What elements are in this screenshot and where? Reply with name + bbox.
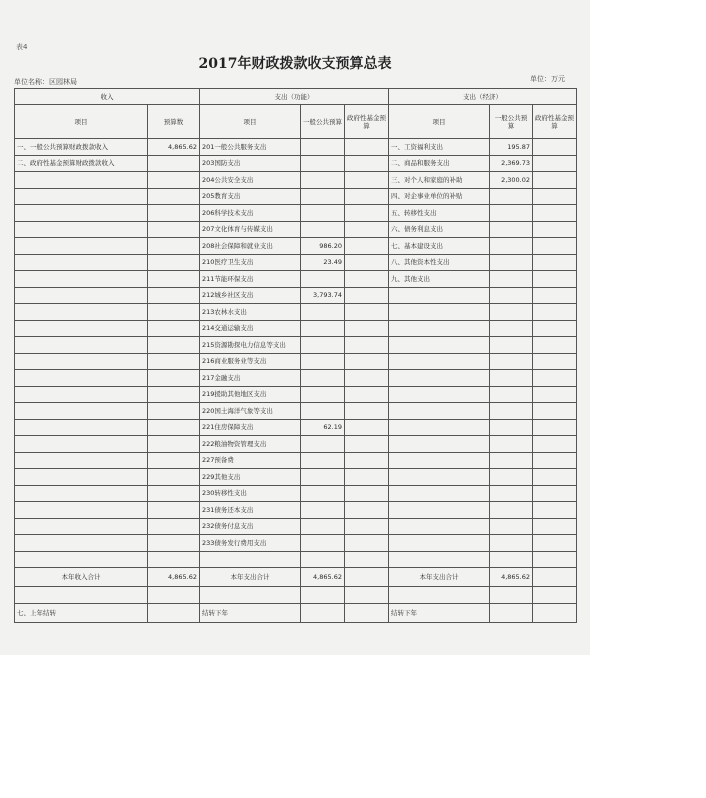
income-amount [148,452,200,469]
func-general-amount: 3,793.74 [301,287,345,304]
income-amount [148,386,200,403]
income-amount [148,205,200,222]
func-fund-amount [345,320,389,337]
econ-group-header: 支出（经济） [389,89,577,105]
func-item: 216商业服务业等支出 [200,353,301,370]
table-row [15,403,577,420]
income-amount [148,518,200,535]
econ-fund-amount [533,221,577,238]
table-row [15,485,577,502]
func-general-amount [301,188,345,205]
func-item: 212城乡社区支出 [200,287,301,304]
income-amount [148,271,200,288]
func-item [200,551,301,568]
func-fund-amount [345,205,389,222]
table-row [15,353,577,370]
income-item [15,221,148,238]
econ-item [389,452,490,469]
func-fund-amount [345,254,389,271]
econ-general-amount [490,469,533,486]
func-general-amount [301,221,345,238]
income-amount [148,551,200,568]
func-fund-amount [345,155,389,172]
econ-general-amount [490,188,533,205]
income-item [15,436,148,453]
econ-general-amount [490,436,533,453]
econ-fund-amount [533,370,577,387]
carry-func-label: 结转下年 [200,603,301,622]
econ-item [389,469,490,486]
income-group-header: 收入 [15,89,200,105]
econ-general-amount [490,205,533,222]
income-amount [148,370,200,387]
econ-general-amount [490,271,533,288]
table-row [15,205,577,222]
func-fund-amount [345,353,389,370]
econ-general-amount [490,518,533,535]
econ-item: 二、商品和服务支出 [389,155,490,172]
table-row [15,320,577,337]
func-item: 231债务还本支出 [200,502,301,519]
func-item: 222粮油物资管理支出 [200,436,301,453]
econ-fund-amount [533,172,577,189]
econ-fund-amount [533,155,577,172]
income-total-amount: 4,865.62 [148,568,200,587]
econ-fund-amount [533,469,577,486]
income-amount: 4,865.62 [148,139,200,156]
table-row [15,535,577,552]
econ-item: 三、对个人和家庭的补助 [389,172,490,189]
func-fund-amount [345,518,389,535]
econ-general-amount [490,320,533,337]
econ-general-amount [490,502,533,519]
func-item: 221住房保障支出 [200,419,301,436]
carry-row [15,603,577,622]
econ-item [389,419,490,436]
econ-fund-amount [533,353,577,370]
econ-item [389,551,490,568]
table-row [15,287,577,304]
func-general-amount [301,370,345,387]
table-row [15,469,577,486]
func-item: 233债务发行费用支出 [200,535,301,552]
func-general-amount [301,485,345,502]
income-amount [148,221,200,238]
income-amount [148,238,200,255]
col-econ-general: 一般公共预算 [490,105,533,139]
func-fund-amount [345,287,389,304]
econ-fund-amount [533,386,577,403]
col-econ-item: 项目 [389,105,490,139]
income-item [15,535,148,552]
func-fund-amount [345,221,389,238]
income-item [15,304,148,321]
income-item [15,386,148,403]
func-item: 217金融支出 [200,370,301,387]
econ-item: 一、工资福利支出 [389,139,490,156]
col-fund-budget: 政府性基金预算 [345,105,389,139]
econ-general-amount [490,419,533,436]
func-general-amount [301,320,345,337]
econ-general-amount: 2,369.73 [490,155,533,172]
econ-item [389,304,490,321]
func-general-amount [301,518,345,535]
func-item: 204公共安全支出 [200,172,301,189]
func-general-amount [301,502,345,519]
func-item: 219援助其他地区支出 [200,386,301,403]
income-item [15,403,148,420]
func-general-amount: 23.49 [301,254,345,271]
income-item [15,188,148,205]
income-item [15,353,148,370]
income-amount [148,502,200,519]
econ-fund-amount [533,139,577,156]
func-fund-amount [345,485,389,502]
func-fund-amount [345,139,389,156]
income-total-label: 本年收入合计 [15,568,148,587]
econ-general-amount [490,238,533,255]
econ-fund-amount [533,304,577,321]
income-item [15,337,148,354]
func-group-header: 支出（功能） [200,89,389,105]
table-row [15,518,577,535]
table-row [15,172,577,189]
func-fund-amount [345,551,389,568]
func-general-amount [301,139,345,156]
table-row [15,452,577,469]
econ-fund-amount [533,518,577,535]
econ-fund-amount [533,205,577,222]
carry-income-label: 七、上年结转 [15,603,148,622]
econ-fund-amount [533,254,577,271]
econ-item [389,485,490,502]
income-item [15,485,148,502]
blank-row [15,587,577,604]
income-amount [148,304,200,321]
econ-fund-amount [533,188,577,205]
func-general-amount [301,403,345,420]
income-amount [148,403,200,420]
func-general-amount [301,353,345,370]
econ-item: 五、转移性支出 [389,205,490,222]
income-amount [148,172,200,189]
sheet-number: 表4 [16,43,28,51]
income-amount [148,287,200,304]
func-item: 214交通运输支出 [200,320,301,337]
table-row [15,155,577,172]
func-general-amount [301,535,345,552]
func-item: 210医疗卫生支出 [200,254,301,271]
func-item: 215资源勘探电力信息等支出 [200,337,301,354]
income-item [15,287,148,304]
econ-fund-amount [533,337,577,354]
func-total-amount: 4,865.62 [301,568,345,587]
income-amount [148,155,200,172]
econ-item: 九、其他支出 [389,271,490,288]
func-item: 203国防支出 [200,155,301,172]
col-econ-fund: 政府性基金预算 [533,105,577,139]
func-item: 232债务付息支出 [200,518,301,535]
econ-item [389,386,490,403]
table-row [15,502,577,519]
func-fund-amount [345,304,389,321]
econ-general-amount [490,353,533,370]
econ-item: 八、其他资本性支出 [389,254,490,271]
col-item: 项目 [15,105,148,139]
func-general-amount: 62.19 [301,419,345,436]
func-fund-amount [345,452,389,469]
func-fund-amount [345,188,389,205]
income-item [15,518,148,535]
econ-general-amount [490,254,533,271]
func-general-amount [301,304,345,321]
income-amount [148,419,200,436]
econ-fund-amount [533,271,577,288]
econ-general-amount [490,337,533,354]
income-item [15,502,148,519]
income-item [15,320,148,337]
econ-item [389,518,490,535]
econ-item [389,502,490,519]
econ-item [389,535,490,552]
budget-table [14,88,577,623]
income-item: 一、一般公共预算财政拨款收入 [15,139,148,156]
func-fund-amount [345,469,389,486]
econ-general-amount [490,551,533,568]
func-fund-amount [345,403,389,420]
func-general-amount [301,469,345,486]
func-fund-amount [345,535,389,552]
econ-general-amount [490,452,533,469]
carry-econ-label: 结转下年 [389,603,490,622]
econ-total-amount: 4,865.62 [490,568,533,587]
econ-general-amount [490,304,533,321]
econ-general-amount [490,221,533,238]
func-fund-amount [345,370,389,387]
income-item [15,551,148,568]
func-item: 201一般公共服务支出 [200,139,301,156]
econ-total-label: 本年支出合计 [389,568,490,587]
func-item: 205教育支出 [200,188,301,205]
func-general-amount [301,452,345,469]
income-item [15,452,148,469]
table-row [15,386,577,403]
income-item [15,271,148,288]
econ-item: 七、基本建设支出 [389,238,490,255]
func-general-amount [301,386,345,403]
econ-fund-amount [533,551,577,568]
income-item [15,172,148,189]
econ-item [389,353,490,370]
func-fund-amount [345,271,389,288]
econ-fund-amount [533,238,577,255]
econ-general-amount [490,535,533,552]
table-row [15,254,577,271]
func-general-amount [301,551,345,568]
income-item [15,370,148,387]
econ-item [389,436,490,453]
income-amount [148,337,200,354]
unit-name: 单位名称：区园林局 [14,78,77,86]
econ-fund-amount [533,436,577,453]
func-general-amount [301,436,345,453]
econ-fund-amount [533,502,577,519]
income-amount [148,188,200,205]
income-item [15,238,148,255]
income-item: 二、政府性基金预算财政拨款收入 [15,155,148,172]
func-general-amount [301,271,345,288]
econ-general-amount [490,287,533,304]
table-row [15,304,577,321]
income-amount [148,353,200,370]
func-item: 213农林水支出 [200,304,301,321]
func-item: 207文化体育与传媒支出 [200,221,301,238]
econ-item [389,287,490,304]
econ-fund-amount [533,535,577,552]
econ-item [389,403,490,420]
econ-item [389,337,490,354]
totals-row [15,568,577,587]
table-row [15,337,577,354]
func-item: 230转移性支出 [200,485,301,502]
table-row [15,436,577,453]
econ-fund-amount [533,320,577,337]
econ-general-amount [490,370,533,387]
econ-item: 四、对企事业单位的补贴 [389,188,490,205]
func-item: 206科学技术支出 [200,205,301,222]
income-amount [148,254,200,271]
func-fund-amount [345,436,389,453]
col-general-budget: 一般公共预算 [301,105,345,139]
func-total-label: 本年支出合计 [200,568,301,587]
econ-fund-amount [533,485,577,502]
func-general-amount [301,205,345,222]
column-header-row [15,105,577,139]
econ-general-amount [490,403,533,420]
table-row [15,551,577,568]
econ-general-amount: 2,300.02 [490,172,533,189]
func-general-amount [301,172,345,189]
col-budget: 预算数 [148,105,200,139]
table-row [15,188,577,205]
func-item: 227预备费 [200,452,301,469]
func-fund-amount [345,502,389,519]
table-row [15,370,577,387]
func-general-amount [301,337,345,354]
func-item: 208社会保障和就业支出 [200,238,301,255]
econ-general-amount: 195.87 [490,139,533,156]
func-fund-amount [345,238,389,255]
col-func-item: 项目 [200,105,301,139]
func-item: 220国土海洋气象等支出 [200,403,301,420]
func-fund-amount [345,172,389,189]
table-row [15,419,577,436]
func-item: 229其他支出 [200,469,301,486]
func-item: 211节能环保支出 [200,271,301,288]
econ-item [389,370,490,387]
document-title: 2017年财政拨款收支预算总表 [198,56,392,72]
func-general-amount: 986.20 [301,238,345,255]
table-row [15,221,577,238]
econ-fund-amount [533,287,577,304]
econ-fund-amount [533,452,577,469]
income-item [15,205,148,222]
income-amount [148,320,200,337]
econ-general-amount [490,485,533,502]
func-general-amount [301,155,345,172]
group-header-row [15,89,577,105]
econ-item [389,320,490,337]
table-row [15,139,577,156]
income-amount [148,485,200,502]
econ-general-amount [490,386,533,403]
income-amount [148,535,200,552]
econ-fund-amount [533,403,577,420]
econ-fund-amount [533,419,577,436]
unit-label: 单位：万元 [530,75,565,83]
func-fund-amount [345,386,389,403]
income-item [15,254,148,271]
econ-item: 六、债务利息支出 [389,221,490,238]
func-fund-amount [345,419,389,436]
func-fund-amount [345,337,389,354]
income-amount [148,469,200,486]
income-item [15,419,148,436]
table-row [15,271,577,288]
table-row [15,238,577,255]
income-amount [148,436,200,453]
income-item [15,469,148,486]
